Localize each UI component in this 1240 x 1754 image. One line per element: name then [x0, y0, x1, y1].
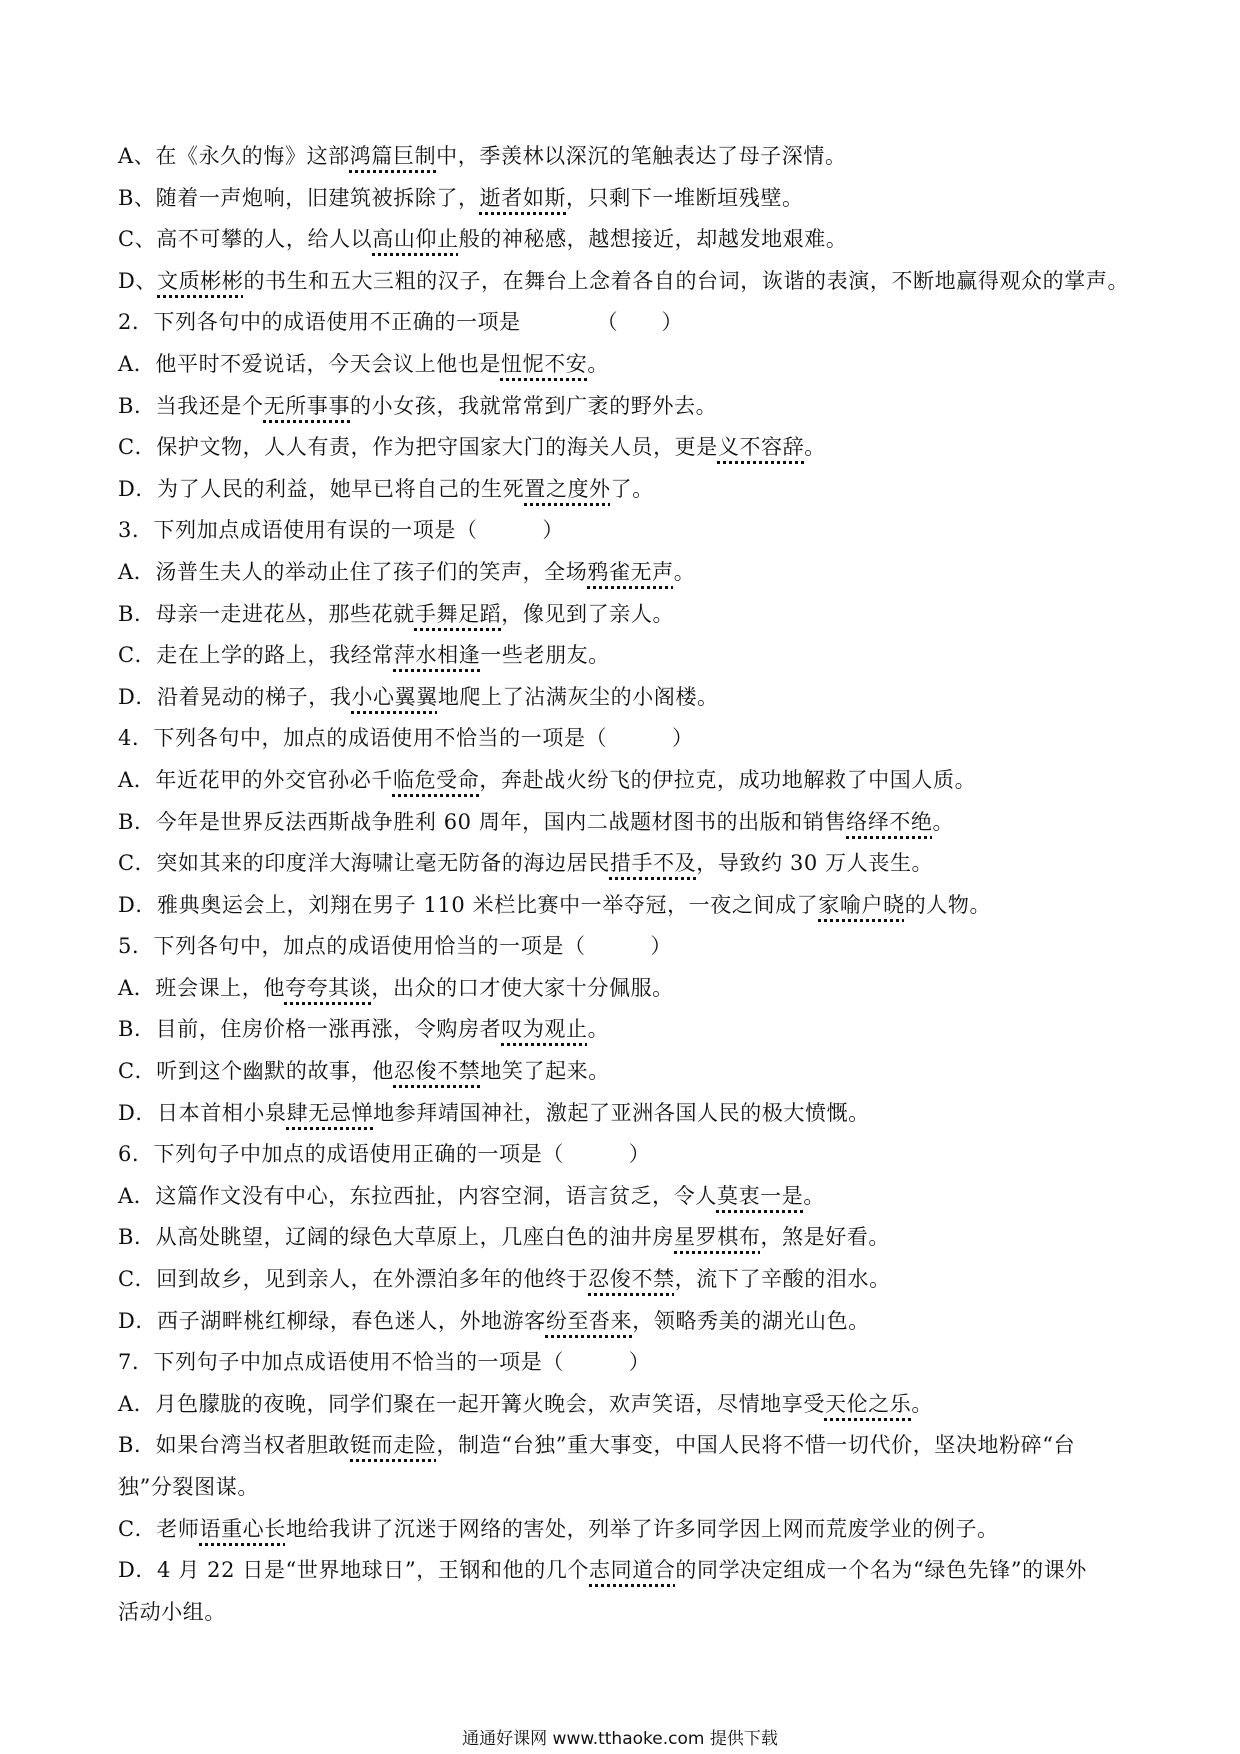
emphasized-idiom: 小心翼翼	[351, 684, 438, 709]
emphasized-idiom: 忍俊不禁	[588, 1267, 675, 1292]
line-text: ，像见到了亲人。	[501, 601, 675, 626]
line-text: C．回到故乡，见到亲人，在外漂泊多年的他终于	[118, 1267, 589, 1292]
line-text: ，出众的口才使大家十分佩服。	[371, 975, 674, 1000]
text-line	[118, 677, 1138, 719]
line-text: B、随着一声炮响，旧建筑被拆除了，	[118, 185, 480, 210]
line-text: 活动小组。	[118, 1599, 226, 1624]
line-text: 一些老朋友。	[480, 643, 610, 668]
line-text: 。	[932, 809, 955, 834]
line-text: B．目前，住房价格一涨再涨，令购房者	[118, 1017, 502, 1042]
line-text: D．为了人民的利益，她早已将自己的生死	[118, 476, 525, 501]
line-text: 7．下列句子中加点成语使用不恰当的一项是（ ）	[118, 1350, 651, 1375]
line-text: ，流下了辛酸的泪水。	[674, 1267, 891, 1292]
emphasized-idiom: 天伦之乐	[824, 1391, 912, 1416]
page-footer: 通通好课网 www.tthaoke.com 提供下载	[462, 1729, 778, 1749]
line-text: ，领略秀美的湖光山色。	[632, 1308, 870, 1333]
line-text: C．突如其来的印度洋大海啸让毫无防备的海边居民	[118, 851, 610, 876]
line-text: 的人物。	[904, 892, 992, 917]
line-text: C、高不可攀的人，给人以	[118, 227, 373, 252]
line-text: 地参拜靖国神社，激起了亚洲各国人民的极大愤慨。	[373, 1100, 870, 1125]
line-text: 中，季羡林以深沉的笔触表达了母子深情。	[436, 144, 847, 168]
emphasized-idiom: 鸦雀无声	[587, 559, 674, 584]
line-text: C．老师	[118, 1516, 200, 1541]
text-line	[118, 469, 1138, 511]
text-line	[118, 136, 1138, 178]
emphasized-idiom: 无所事事	[263, 393, 351, 418]
line-text: 般的神秘感，越想接近，却越发地艰难。	[458, 227, 848, 252]
line-text: 2．下列各句中的成语使用不正确的一项是 （ ）	[118, 310, 684, 335]
line-text: D．雅典奥运会上，刘翔在男子 110 米栏比赛中一举夺冠，一夜之间成了	[118, 892, 819, 917]
line-text: 的书生和五大三粗的汉子，在舞台上念着各自的台词，诙谐的表演，不断地赢得观众的掌声。	[243, 268, 1130, 293]
line-text: ，奔赴战火纷飞的伊拉克，成功地解救了中国人质。	[479, 767, 977, 792]
text-line	[118, 1217, 1138, 1259]
line-text: D、	[118, 268, 158, 293]
line-text: 。	[673, 559, 696, 584]
emphasized-idiom: 纷至沓来	[545, 1308, 633, 1333]
text-line	[118, 219, 1138, 261]
line-text: B．母亲一走进花丛，那些花就	[118, 601, 415, 626]
text-line	[118, 718, 1138, 760]
line-text: D．西子湖畔桃红柳绿，春色迷人，外地游客	[118, 1308, 546, 1333]
text-line	[118, 1467, 1138, 1509]
emphasized-idiom: 叹为观止	[501, 1017, 588, 1042]
line-text: 独”分裂图谋。	[118, 1475, 259, 1499]
line-text: A．班会课上，他	[118, 975, 285, 1000]
line-text: 。	[587, 351, 609, 376]
text-line	[118, 1592, 1138, 1634]
line-text: 地笑了起来。	[480, 1059, 610, 1084]
emphasized-idiom: 鸿篇巨制	[349, 144, 437, 168]
line-text: C．走在上学的路上，我经常	[118, 643, 394, 668]
question-text	[118, 136, 1138, 1633]
line-text: A．月色朦胧的夜晚，同学们聚在一起开篝火晚会，欢声笑语，尽情地享受	[118, 1391, 825, 1416]
line-text: 。	[911, 1391, 933, 1416]
text-line	[118, 1550, 1138, 1592]
line-text: 3．下列加点成语使用有误的一项是（ ）	[118, 518, 564, 543]
line-text: ，制造“台独”重大事变，中国人民将不惜一切代价，坚决地粉碎“台	[436, 1433, 1076, 1458]
line-text: 的小女孩，我就常常到广袤的野外去。	[350, 393, 718, 418]
line-text: B．如果台湾当权者胆敢	[118, 1433, 351, 1458]
line-text: 的同学决定组成一个名为“绿色先锋”的课外	[675, 1558, 1087, 1583]
emphasized-idiom: 手舞足蹈	[414, 601, 502, 626]
text-line	[118, 926, 1138, 968]
line-text: B．当我还是个	[118, 393, 264, 418]
line-text: A、在《永久的悔》这部	[118, 144, 350, 168]
emphasized-idiom: 忍俊不禁	[393, 1059, 481, 1084]
line-text: B．今年是世界反法西斯战争胜利 60 周年，国内二战题材图书的出版和销售	[118, 809, 847, 834]
line-text: ，导致约 30 万人丧生。	[696, 851, 934, 876]
emphasized-idiom: 莫衷一是	[716, 1183, 804, 1208]
line-text: ，煞是好看。	[760, 1225, 891, 1250]
line-text: D．日本首相小泉	[118, 1100, 287, 1125]
line-text: 地给我讲了沉迷于网络的害处，列举了许多同学因上网而荒废学业的例子。	[285, 1516, 999, 1541]
text-line	[118, 552, 1138, 594]
emphasized-idiom: 置之度外	[524, 476, 611, 501]
line-text: 。	[587, 1017, 610, 1042]
text-line	[118, 802, 1138, 844]
line-text: D．4 月 22 日是“世界地球日”，王钢和他的几个	[118, 1558, 590, 1583]
text-line	[118, 760, 1138, 802]
text-line	[118, 843, 1138, 885]
text-line	[118, 1093, 1138, 1135]
emphasized-idiom: 家喻户晓	[818, 892, 905, 917]
emphasized-idiom: 临危受命	[392, 767, 480, 792]
text-line	[118, 1134, 1138, 1176]
text-line	[118, 302, 1138, 344]
emphasized-idiom: 措手不及	[609, 851, 697, 876]
line-text: 6．下列句子中加点的成语使用正确的一项是（ ）	[118, 1142, 651, 1167]
emphasized-idiom: 萍水相逢	[393, 643, 481, 668]
line-text: A．这篇作文没有中心，东拉西扯，内容空洞，语言贫乏，令人	[118, 1183, 717, 1208]
text-line	[118, 510, 1138, 552]
text-line	[118, 386, 1138, 428]
emphasized-idiom: 高山仰止	[372, 227, 459, 252]
text-line	[118, 1425, 1138, 1467]
text-line	[118, 261, 1138, 303]
line-text: 5．下列各句中，加点的成语使用恰当的一项是（ ）	[118, 934, 672, 959]
emphasized-idiom: 夸夸其谈	[284, 975, 372, 1000]
emphasized-idiom: 逝者如斯	[479, 185, 567, 210]
emphasized-idiom: 络绎不绝	[846, 809, 933, 834]
text-line	[118, 1301, 1138, 1343]
text-line	[118, 344, 1138, 386]
line-text: 了。	[610, 476, 654, 501]
text-line	[118, 1342, 1138, 1384]
text-line	[118, 178, 1138, 220]
line-text: D．沿着晃动的梯子，我	[118, 684, 352, 709]
emphasized-idiom: 义不容辞	[717, 435, 805, 460]
line-text: 地爬上了沾满灰尘的小阁楼。	[437, 684, 719, 709]
emphasized-idiom: 语重心长	[199, 1516, 286, 1541]
line-text: 。	[803, 1183, 825, 1208]
line-text: 。	[804, 435, 826, 460]
line-text: C．保护文物，人人有责，作为把守国家大门的海关人员，更是	[118, 435, 718, 460]
line-text: A．年近花甲的外交官孙必千	[118, 767, 393, 792]
emphasized-idiom: 志同道合	[589, 1558, 676, 1583]
text-line	[118, 1259, 1138, 1301]
text-line	[118, 1509, 1138, 1551]
line-text: C．听到这个幽默的故事，他	[118, 1059, 394, 1084]
line-text: A．他平时不爱说话，今天会议上他也是	[118, 351, 501, 376]
emphasized-idiom: 肆无忌惮	[286, 1100, 374, 1125]
emphasized-idiom: 铤而走险	[350, 1433, 437, 1458]
line-text: 4．下列各句中，加点的成语使用不恰当的一项是（ ）	[118, 726, 694, 751]
text-line	[118, 1176, 1138, 1218]
line-text: A．汤普生夫人的举动止住了孩子们的笑声，全场	[118, 559, 588, 584]
text-line	[118, 427, 1138, 469]
text-line	[118, 1384, 1138, 1426]
text-line	[118, 1009, 1138, 1051]
text-line	[118, 968, 1138, 1010]
emphasized-idiom: 文质彬彬	[157, 268, 244, 293]
text-line	[118, 885, 1138, 927]
emphasized-idiom: 星罗棋布	[674, 1225, 761, 1250]
text-line	[118, 1051, 1138, 1093]
line-text: B．从高处眺望，辽阔的绿色大草原上，几座白色的油井房	[118, 1225, 675, 1250]
emphasized-idiom: 忸怩不安	[500, 351, 588, 376]
text-line	[118, 594, 1138, 636]
text-line	[118, 635, 1138, 677]
line-text: ，只剩下一堆断垣残壁。	[566, 185, 804, 210]
